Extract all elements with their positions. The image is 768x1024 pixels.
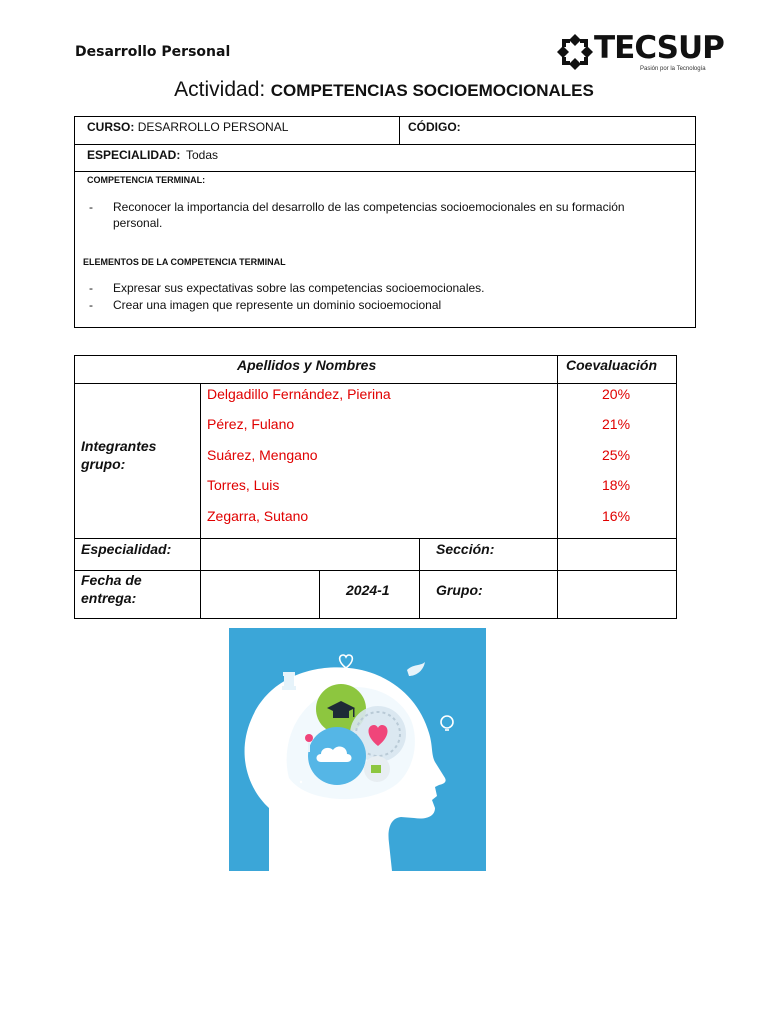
- competencia-terminal-heading: COMPETENCIA TERMINAL:: [87, 175, 206, 185]
- especialidad-value: Todas: [186, 148, 219, 162]
- thumbs-up-icon: [371, 765, 381, 773]
- member-score: 18%: [602, 477, 631, 493]
- integrantes-label: Integrantes grupo:: [81, 438, 157, 472]
- title-value: COMPETENCIAS SOCIOEMOCIONALES: [270, 81, 594, 100]
- member-name: Torres, Luis: [207, 477, 280, 493]
- seccion-label: Sección:: [436, 541, 495, 557]
- title-label: Actividad:: [174, 78, 266, 101]
- member-score: 20%: [602, 386, 631, 402]
- coevaluation-column-header: Coevaluación: [566, 357, 658, 373]
- member-name: Zegarra, Sutano: [207, 508, 309, 524]
- socioemotional-head-illustration: [229, 628, 486, 871]
- curso-value: DESARROLLO PERSONAL: [137, 120, 289, 134]
- especialidad-group-label: Especialidad:: [81, 541, 172, 557]
- course-info-table: CURSO: DESARROLLO PERSONAL CÓDIGO: ESPECIALIDAD: Todas COMPETENCIA TERMINAL: - Reconocer la importancia del desarrollo de las competencias socioemocionales en su formación personal. ELEMENTOS DE LA COMPETENCIA TERMINAL - Expresar sus expectativas sobre las competencias socioemocionales. - Crear una imagen que represente un dominio socioemocional: [74, 116, 696, 328]
- especialidad-label: ESPECIALIDAD:: [87, 148, 181, 162]
- member-name: Delgadillo Fernández, Pierina: [207, 386, 391, 402]
- flower-icon: [305, 734, 313, 742]
- grupo-label: Grupo:: [436, 582, 483, 598]
- logo-tagline: Pasión por la Tecnología: [640, 66, 706, 72]
- names-column-header: Apellidos y Nombres: [237, 357, 377, 373]
- member-score: 21%: [602, 416, 631, 432]
- member-name: Suárez, Mengano: [207, 447, 318, 463]
- elementos-heading: ELEMENTOS DE LA COMPETENCIA TERMINAL: [83, 257, 286, 267]
- curso-label: CURSO:: [87, 120, 135, 134]
- member-score: 25%: [602, 447, 631, 463]
- member-score: 16%: [602, 508, 631, 524]
- document-header: Desarrollo Personal: [75, 44, 231, 60]
- member-name: Pérez, Fulano: [207, 416, 295, 432]
- periodo-value: 2024-1: [346, 582, 390, 598]
- fecha-entrega-label: Fecha de entrega:: [81, 572, 142, 606]
- logo-text: TECSUP: [594, 30, 724, 66]
- codigo-label: CÓDIGO:: [408, 120, 461, 134]
- chess-rook-icon: [282, 672, 296, 690]
